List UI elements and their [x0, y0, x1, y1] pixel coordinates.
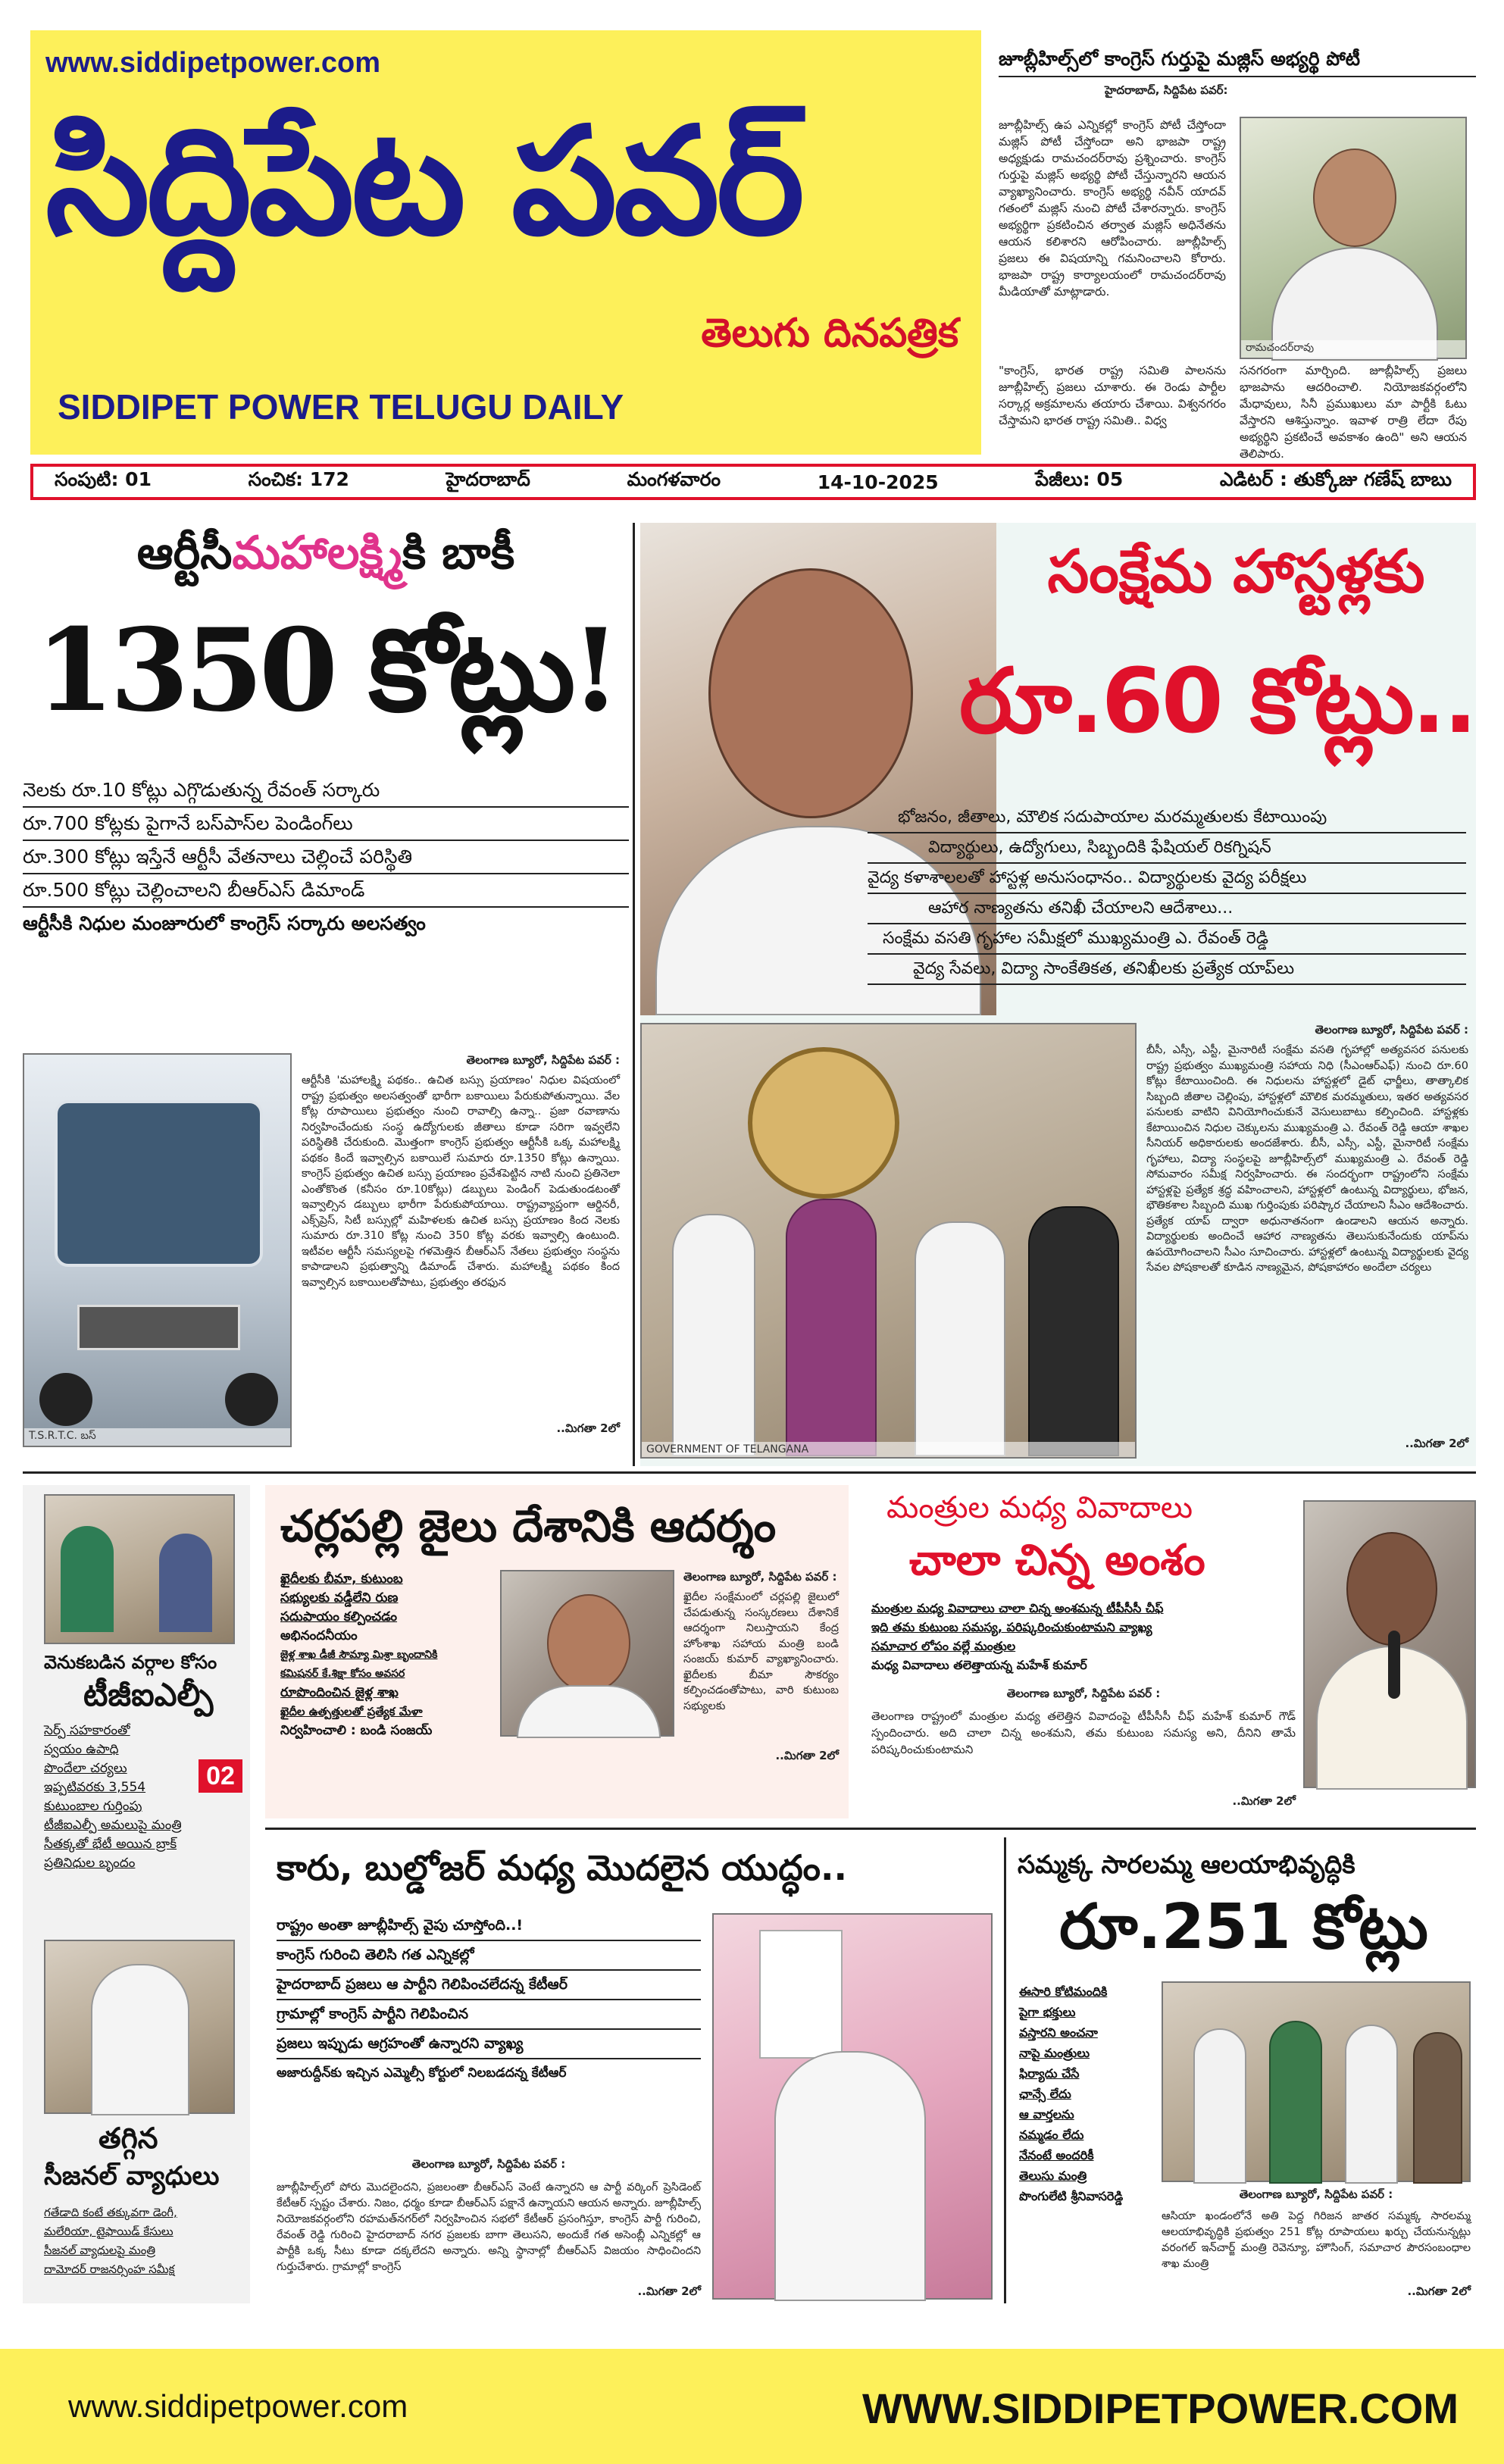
info-city: హైదరాబాద్ — [446, 468, 530, 490]
person-icon — [91, 1964, 189, 2115]
sammakka-headline: రూ.251 కోట్లు — [1059, 1891, 1428, 1963]
ministers-story — [864, 1485, 1476, 1818]
ministers-point: మధ్య వివాదాలు తలెత్తాయన్న మహేశ్ కుమార్ — [871, 1658, 1087, 1672]
sammakka-story — [1012, 1837, 1476, 2307]
top-right-headline: జూబ్లీహిల్స్‌లో కాంగ్రెస్ గుర్తుపై మజ్లిస్ అభ్యర్థి పోటీ — [999, 47, 1476, 77]
sammakka-points — [1019, 1981, 1155, 2206]
sammakka-kicker: సమ్మక్క సారలమ్మ ఆలయాభివృద్ధికి — [1018, 1850, 1355, 1879]
jail-point: కమిషనర్ కే.శిక్షా కోసం అవసర — [280, 1668, 405, 1680]
hostels-body: బీసీ, ఎస్సీ, ఎస్టీ, మైనారిటీ సంక్షేమ వసతి గృహాల్లో అత్యవసర పనులకు రాష్ట్ర ప్రభుత్వం ముఖ్యమంత్రి సహాయ నిధి (సీఎంఆర్ఎఫ్) నుంచి రూ.60 కోట్లు కేటాయించింది. ఈ నిధులను హాస్టళ్లలో డైట్ ఛార్జీలు, తాత్కాలిక సిబ్బంది జీతాల చెల్లింపు, హాస్టళ్లలో మౌలిక మరమ్మతులు, ఇతర అత్యవసర పనులకు వాటిని వినియోగించుకునే వెసులుబాటు కల్పించింది. హాస్టళ్లకు కేటాయించిన నిధుల చెక్కులను ముఖ్యమంత్రి ఎ. రేవంత్ రెడ్డి ఆయా శాఖల సీనియర్ అధికారులకు అందజేశారు. బీసీ, ఎస్సీ, ఎస్టీ, మైనారిటీ సంక్షేమ గృహాలు, విద్యా సంస్థలపై జూబ్లీహిల్స్‌లో ముఖ్యమంత్రి ఎ. రేవంత్ రెడ్డి సోమవారం సమీక్ష నిర్వహించారు. ఈ సందర్భంగా రాష్ట్రంలోని సంక్షేమ హాస్టళ్లపై ప్రత్యేక శ్రద్ధ వహించాలని, హాస్టళ్లలో ఉంటున్న విద్యార్థులు, భోజన, భౌతికశాల సిబ్బంది ముఖ గుర్తింపుకు పరిష్కార చేయాలని సీఎం ఆదేశించారు. ప్రత్యేక యాప్ ద్వారా అధునాతనంగా ఉండాలని ఆయన అన్నారు. విద్యార్థులకు అందించే ఆహార నాణ్యతను తెలుసుకునేందుకు యాప్‌ను ఉపయోగించాలని సీఎం సూచించారు. హాస్టళ్లలో ఉంటున్న విద్యార్థులకు వైద్య సేవల పోషకాలతో కూడిన నాణ్యమైన, పోషకాహారం అందేలా చర్యలు — [1146, 1044, 1468, 1274]
masthead-subtitle: తెలుగు దినపత్రిక — [701, 311, 958, 356]
ministers-point: ఇది తమ కుటుంబ సమస్య, పరిష్కరించుకుంటామని వ్యాఖ్య — [871, 1620, 1152, 1634]
top-right-text-right: సనగరంగా మార్చింది. జూబ్లీహిల్స్ ప్రజలు భాజపాను ఆదరించాలి. నియోజకవర్గంలోని మేధావులు, సినీ ప్రముఖులు మా పార్టీకి ఓటు వేస్తారని ఆశిస్తున్నాం. ఇవాళ రాత్రి లేదా రేపు అభ్యర్థిని ప్రకటించే అవకాశం ఉంది" అని ఆయన తెలిపారు. — [1240, 364, 1467, 461]
hostels-headline-1: సంక్షేమ హాస్టళ్లకు — [1047, 538, 1425, 606]
info-pages: పేజీలు: 05 — [1035, 468, 1124, 490]
sammakka-point: నాపై మంత్రులు — [1019, 2046, 1090, 2060]
war-byline: తెలంగాణ బ్యూరో, సిద్దిపేట పవర్ : — [411, 2157, 566, 2171]
left-item2-point: దామోదర్ రాజనర్సింహ సమీక్ష — [44, 2262, 175, 2276]
masthead-english-title: SIDDIPET POWER TELUGU DAILY — [58, 387, 624, 427]
rtc-bullet: రూ.300 కోట్లు ఇస్తేనే ఆర్టీసీ వేతనాలు చెల్లించే పరిస్థితి — [23, 841, 629, 874]
ministers-headline-1: మంత్రుల మధ్య వివాదాలు — [886, 1490, 1193, 1525]
left-photo-1 — [44, 1494, 235, 1644]
left-item1-point: స్వయం ఉపాధి — [44, 1742, 119, 1757]
top-right-text-left: జూబ్లీహిల్స్ ఉప ఎన్నికల్లో కాంగ్రెస్ పోటీ చేస్తోందా మజ్లిస్ పోటీ చేస్తోందా అని భాజపా రాష్ట్ర అధ్యక్షుడు రామచందర్‌రావు ప్రశ్నించారు. కాంగ్రెస్ గుర్తుపై మజ్లిస్ అభ్యర్థి పోటీ చేస్తున్నారని ఆయన వ్యాఖ్యానించారు. కాంగ్రెస్ అభ్యర్థి నవీన్ యాదవ్ గతంలో మజ్లిస్ నుంచి పోటీ చేశారన్నారు. కాంగ్రెస్ అభ్యర్థిగా ప్రకటించిన తర్వాత మజ్లిస్ అధినేతను ఆయన కలిశారని ఆరోపించారు. జూబ్లీహిల్స్ ప్రజలు ఈ విషయాన్ని గమనించాలని కోరారు. భాజపా రాష్ట్ర కార్యాలయంలో రామచందర్‌రావు మీడియాతో మాట్లాడారు. — [999, 118, 1226, 299]
war-bullet: కాంగ్రెస్ గురించి తెలిసి గత ఎన్నికల్లో — [277, 1941, 701, 1971]
hostels-story — [640, 523, 1476, 1466]
hostels-bullet: సంక్షేమ వసతి గృహాల సమీక్షలో ముఖ్యమంత్రి ఎ. రేవంత్ రెడ్డి — [868, 924, 1466, 955]
hostels-bullet: విద్యార్థులు, ఉద్యోగులు, సిబ్బందికి ఫేషియల్ రికగ్నిషన్ — [868, 833, 1466, 864]
left-item2-headline-big: సీజనల్ వ్యాధులు — [44, 2161, 220, 2191]
rtc-bullets — [23, 774, 629, 940]
top-right-byline: హైదరాబాద్, సిద్దిపేట పవర్: — [1105, 83, 1228, 97]
hostels-headline-2: రూ.60 కోట్లు.. — [959, 649, 1475, 753]
war-story — [265, 1837, 1000, 2307]
person-icon — [159, 1534, 212, 1632]
jail-point: జైళ్ల శాఖ డీజీ సౌమ్యా మిశ్రా బృందానికి — [280, 1649, 438, 1661]
jail-points — [280, 1570, 500, 1740]
rtc-bullet: రూ.500 కోట్లు చెల్లించాలని బీఆర్ఎస్ డిమాండ్ — [23, 874, 629, 908]
rtc-bullet: నెలకు రూ.10 కోట్లు ఎగ్గొడుతున్న రేవంత్ సర్కారు — [23, 774, 629, 808]
war-bullet: ప్రజలు ఇప్పుడు ఆగ్రహంతో ఉన్నారని వ్యాఖ్య — [277, 2030, 701, 2059]
shoulders-icon — [517, 1685, 661, 1738]
masthead-website[interactable]: www.siddipetpower.com — [45, 47, 380, 79]
info-editor: ఎడిటర్ : తుక్కోజు గణేష్ బాబు — [1219, 468, 1452, 490]
top-right-story — [999, 47, 1476, 461]
info-bar — [30, 464, 1476, 500]
left-item1-point: సీతక్కతో భేటీ అయిన బ్రాక్ — [44, 1837, 177, 1852]
jail-photo — [500, 1570, 674, 1737]
left-photo-2 — [44, 1940, 235, 2114]
rtc-kicker-black: ఆర్టీసీ — [136, 527, 233, 580]
jail-point: సభ్యులకు వడ్డీలేని రుణ — [280, 1590, 399, 1606]
sammakka-point: తెలుసు మంత్రి — [1019, 2169, 1087, 2183]
footer-website-left[interactable]: www.siddipetpower.com — [68, 2388, 408, 2424]
hostels-byline: తెలంగాణ బ్యూరో, సిద్దిపేట పవర్ : — [1315, 1023, 1468, 1037]
person-icon — [672, 1214, 755, 1456]
ministers-point: మంత్రుల మధ్య వివాదాలు చాలా చిన్న అంశమన్న టీపీసీసీ చీఫ్ — [871, 1601, 1164, 1615]
person-icon — [1346, 1532, 1437, 1646]
hostels-bullet: భోజనం, జీతాలు, మౌలిక సదుపాయాల మరమ్మతులకు కేటాయింపు — [868, 803, 1466, 833]
person-icon — [1345, 2025, 1398, 2184]
sammakka-point: నమ్మడం లేదు — [1019, 2128, 1084, 2142]
ministers-points — [871, 1599, 1296, 1674]
sammakka-point: పైగా భక్తులు — [1019, 2005, 1076, 2019]
hostels-bullet: వైద్య కళాశాలలతో హాస్టళ్ల అనుసంధానం.. విద్యార్థులకు వైద్య పరీక్షలు — [868, 864, 1466, 894]
rtc-byline: తెలంగాణ బ్యూరో, సిద్దిపేట పవర్ : — [466, 1053, 620, 1067]
jail-byline: తెలంగాణ బ్యూరో, సిద్దిపేట పవర్ : — [683, 1570, 837, 1584]
info-date: 14-10-2025 — [817, 471, 939, 493]
person-icon — [1193, 2028, 1246, 2184]
ministers-point: సమాచార లోపం వల్లే మంత్రుల — [871, 1639, 1016, 1653]
left-item1-point: కుటుంబాల గుర్తింపు — [44, 1799, 142, 1814]
jail-point: సదుపాయం కల్పించడం — [280, 1609, 398, 1624]
jail-point: ఖైదీలకు బీమా, కుటుంబ — [280, 1571, 403, 1587]
left-item2-point: సీజనల్ వ్యాధులపై మంత్రి — [44, 2244, 156, 2257]
hostels-photo-caption: GOVERNMENT OF TELANGANA — [642, 1442, 1135, 1457]
sammakka-point: పొంగులేటి శ్రీనివాసరెడ్డి — [1019, 2189, 1124, 2203]
rtc-story — [23, 523, 629, 1462]
masthead — [30, 30, 981, 455]
war-bullets — [277, 1912, 701, 2087]
sammakka-photo — [1162, 1981, 1471, 2182]
war-headline: కారు, బుల్డోజర్ మధ్య మొదలైన యుద్ధం.. — [277, 1847, 847, 1888]
top-right-photo — [1240, 117, 1467, 359]
rtc-bullet: రూ.700 కోట్లకు పైగానే బస్‌పాస్‌ల పెండింగ్‌లు — [23, 808, 629, 841]
person-icon — [547, 1594, 630, 1693]
ministers-headline-2: చాలా చిన్న అంశం — [909, 1536, 1205, 1585]
war-body: జూబ్లీహిల్స్‌లో పోరు మొదలైందని, ప్రజలంతా బీఆర్ఎస్ వెంటే ఉన్నారని ఆ పార్టీ వర్కింగ్ ప్రెసిడెంట్ కేటీఆర్ స్పష్టం చేశారు. నిజం, ధర్మం కూడా బీఆర్ఎస్ పక్షానే ఉన్నాయని ఆయన అన్నారు. జూబ్లీహిల్స్ నియోజకవర్గంలోని రహమత్‌నగర్‌లో నిర్వహించిన సభలో కేటీఆర్ ప్రసంగిస్తూ, కాంగ్రెస్ పార్టీ గురించి, రేవంత్ రెడ్డి గురించి హైదరాబాద్ నగర ప్రజలకు బాగా తెలుసని, అందుకే గత అసెంబ్లీ ఎన్నికల్లో ఆ పార్టీకి ఒక్క సీటు కూడా దక్కలేదని అన్నారు. అన్ని స్థానాల్లో బీఆర్ఎస్ విజయం సాధించిందని గుర్తుచేశారు. గ్రామాల్లో కాంగ్రెస్ — [277, 2181, 701, 2273]
left-item1-headline-small: వెనుకబడిన వర్గాల కోసం — [44, 1652, 217, 1673]
rtc-text-block — [302, 1053, 620, 1447]
column-divider — [633, 523, 635, 1466]
masthead-title: సిద్దిపేట పవర్ — [45, 95, 802, 268]
telangana-emblem-icon — [748, 1047, 899, 1199]
left-item1-points — [44, 1721, 237, 1873]
sammakka-body: ఆసియా ఖండంలోనే అతి పెద్ద గిరిజన జాతర సమ్మక్క సారలమ్మ ఆలయాభివృద్ధికి ప్రభుత్వం 251 కోట్ల రూపాయలు ఖర్చు చేయనున్నట్లు వరంగల్ ఇన్‌చార్జ్ మంత్రి రెవెన్యూ, హౌసింగ్, సమాచార పౌరసంబంధాల శాఖ మంత్రి — [1162, 2210, 1471, 2270]
poster-icon — [759, 1930, 843, 2059]
left-column — [23, 1485, 250, 2303]
left-item1-headline-big: టీజీఐఎల్పీ — [83, 1676, 214, 1713]
sammakka-point: ఆ వార్తలను — [1019, 2107, 1074, 2122]
info-volume: సంపుటి: 01 — [55, 468, 152, 490]
jail-point: ఖైదీల ఉత్పత్తులతో ప్రత్యేక మేళా — [280, 1705, 423, 1718]
rtc-kicker-black-2: కి బాకీ — [402, 527, 515, 580]
sammakka-point: ఛాన్సే లేదు — [1019, 2087, 1071, 2101]
jail-headline: చర్లపల్లి జైలు దేశానికి ఆదర్శం — [280, 1500, 777, 1552]
rtc-body: ఆర్టీసీకి 'మహాలక్ష్మి పథకం.. ఉచిత బస్సు ప్రయాణం' నిధుల విషయంలో రాష్ట్ర ప్రభుత్వం అలసత్వంతో భారీగా బకాయిలు పేరుకుపోతున్నాయి. వేల కోట్ల రూపాయిలు ప్రభుత్వం నుంచి రావాల్సి ఉన్నా.. ప్రజా రవాణాను నిర్వహించేందుకు సంస్థ ఉద్యోగులకు జీతాలు కూడా సరిగా ఇవ్వలేని పరిస్థితికి చేరుకుంది. మొత్తంగా కాంగ్రెస్ ప్రభుత్వం ఆర్టీసీకి ఒక్క మహాలక్ష్మి పథకం కిందే ఇవ్వాల్సిన బకాయిలే సుమారు రూ.1350 కోట్లు ఉన్నాయి. కాంగ్రెస్ ప్రభుత్వం ఉచిత బస్సు ప్రయాణం ప్రవేశపెట్టిన నాటి నుంచి ప్రతినెలా ఎంతోకొంత (కనీసం రూ.10కోట్లు) డబ్బులు పెండింగ్ పెడుతుండటంతో ఇవ్వాల్సిన డబ్బులు భారీగా పేరుకుపోయాయి. రాష్ట్రవ్యాప్తంగా ఆర్డినరీ, ఎక్స్‌ప్రెస్, సిటీ బస్సుల్లో మహిళలకు ఉచిత బస్సు ప్రయాణం కింద నెలకు సుమారు రూ.310 కోట్ల నుంచి 350 కోట్ల వరకు ఇవ్వాల్సి ఉంటుంది. ఇటీవల ఆర్టీసీ సమస్యలపై గళమెత్తిన బీఆర్ఎస్ నేతలు ప్రభుత్వం సంస్థను కాపాడాలని ప్రభుత్వాన్ని డిమాండ్ చేశారు. మహాలక్ష్మి పథకం కింద ఇవ్వాల్సిన బకాయిలతోపాటు, ప్రభుత్వం తరఫున — [302, 1074, 620, 1289]
bus-wheel-icon — [39, 1373, 92, 1426]
ministers-photo — [1303, 1500, 1476, 1788]
rtc-bullet: ఆర్టీసీకి నిధుల మంజూరులో కాంగ్రెస్ సర్కారు అలసత్వం — [23, 912, 426, 934]
hostels-bullets — [868, 803, 1466, 985]
top-right-text-quote: "కాంగ్రెస్, భారత రాష్ట్ర సమితి పాలనను జూబ్లీహిల్స్ ప్రజలు చూశారు. ఈ రెండు పార్టీల సర్కార్ల అక్రమాలను తయారు చేశాయి. విశ్వనగరం చేస్తామని భారత రాష్ట్ర సమితి.. విధ్వ — [999, 364, 1226, 427]
column-divider — [1004, 1837, 1006, 2303]
hostels-more[interactable]: ..మిగతా 2లో — [1405, 1437, 1468, 1450]
info-day: మంగళవారం — [627, 468, 721, 490]
jail-body: ఖైదీల సంక్షేమంలో చర్లపల్లి జైలులో చేపడుతున్న సంస్కరణలు దేశానికే ఆదర్శంగా నిలుస్తాయని కేంద్ర హోంశాఖ సహాయ మంత్రి బండి సంజయ్ కుమార్ వ్యాఖ్యానించారు. ఖైదీలకు బీమా సౌకర్యం కల్పించడంతోపాటు, వారి కుటుంబ సభ్యులకు — [683, 1591, 839, 1712]
person-icon — [1413, 2032, 1462, 2184]
jail-text-block — [683, 1570, 839, 1812]
war-bullet: హైదరాబాద్ ప్రజలు ఆ పార్టీని గెలిపించలేదన్న కేటీఆర్ — [277, 1971, 701, 2000]
sammakka-point: ఈసారి కోటిమందికి — [1019, 1984, 1108, 1999]
footer — [0, 2349, 1504, 2464]
jail-more[interactable]: ..మిగతా 2లో — [775, 1749, 839, 1762]
sammakka-point: వస్తారని అంచనా — [1019, 2025, 1098, 2040]
person-icon — [1269, 2021, 1322, 2184]
person-icon — [61, 1526, 114, 1632]
hostels-text-block — [1146, 1023, 1468, 1459]
ministers-body: తెలంగాణ రాష్ట్రంలో మంత్రుల మధ్య తలెత్తిన వివాదంపై టీపీసీసీ చీఫ్ మహేశ్ కుమార్ గౌడ్ స్పందించారు. అది చాలా చిన్న అంశమని, తమ కుటుంబ సమస్య అని, దీనిని తామే పరిష్కరించుకుంటామని — [871, 1709, 1296, 1756]
sammakka-byline: తెలంగాణ బ్యూరో, సిద్దిపేట పవర్ : — [1239, 2187, 1393, 2201]
section-divider — [265, 1828, 1476, 1830]
page-badge[interactable]: 02 — [199, 1759, 242, 1793]
rtc-photo-caption: T.S.R.T.C. బస్ — [24, 1428, 290, 1446]
left-item1-point: టీజీఐఎల్పీ అమలుపై మంత్రి — [44, 1818, 182, 1833]
rtc-photo — [23, 1053, 292, 1447]
war-more[interactable]: ..మిగతా 2లో — [637, 2284, 701, 2298]
info-issue: సంచిక: 172 — [248, 468, 349, 490]
person-icon — [1028, 1206, 1119, 1456]
rtc-headline: 1350 కోట్లు! — [35, 604, 617, 737]
jail-point: రూపొందించిన జైళ్ల శాఖ — [280, 1685, 399, 1700]
hostels-bullet: వైద్య సేవలు, విద్యా సాంకేతికత, తనిఖీలకు ప్రత్యేక యాప్‌లు — [868, 955, 1466, 985]
rtc-more[interactable]: ..మిగతా 2లో — [556, 1421, 620, 1435]
jail-point: అభినందనీయం — [280, 1628, 358, 1643]
person-icon — [708, 568, 913, 818]
left-item2-point: గతేడాది కంటే తక్కువగా డెంగీ, — [44, 2206, 177, 2219]
bus-windshield-icon — [55, 1100, 263, 1267]
person-icon — [915, 1221, 1005, 1456]
sammakka-point: ఫిర్యాదు చేసే — [1019, 2066, 1080, 2081]
war-bullet: గ్రామాల్లో కాంగ్రెస్ పార్టీని గెలిపించిన — [277, 2000, 701, 2030]
bus-grille-icon — [77, 1305, 240, 1350]
hostels-bullet: ఆహార నాణ్యతను తనిఖీ చేయాలని ఆదేశాలు... — [868, 894, 1466, 924]
ministers-more[interactable]: ..మిగతా 2లో — [1232, 1794, 1296, 1808]
left-item2-points — [44, 2203, 242, 2279]
microphone-icon — [1388, 1631, 1400, 1699]
rtc-kicker — [23, 523, 629, 583]
left-item2-headline-small: తగ్గిన — [98, 2122, 158, 2155]
war-bullet: అజారుద్దీన్‌కు ఇచ్చిన ఎమ్మెల్సీ కోర్టులో నిలబడదన్న కేటీఆర్ — [277, 2065, 567, 2081]
person-icon — [786, 1199, 877, 1456]
war-photo — [712, 1913, 993, 2300]
top-right-photo-caption: రామచందర్‌రావు — [1241, 340, 1465, 358]
left-item1-point: పొందేలా చర్యలు — [44, 1761, 127, 1776]
ministers-byline: తెలంగాణ బ్యూరో, సిద్దిపేట పవర్ : — [1006, 1687, 1161, 1700]
jail-story — [265, 1485, 849, 1818]
person-icon — [774, 2051, 926, 2301]
rtc-kicker-pink: మహాలక్ష్మి — [232, 527, 402, 580]
left-item2-point: మలేరియా, టైఫాయిడ్ కేసులు — [44, 2225, 174, 2238]
left-item1-point: సెర్ప్ సహకారంతో — [44, 1723, 130, 1738]
left-item1-point: ఇప్పటివరకు 3,554 — [44, 1780, 146, 1795]
bus-wheel-icon — [225, 1373, 278, 1426]
person-icon — [1313, 149, 1396, 247]
jail-point: నిర్వహించాలి : బండి సంజయ్ — [280, 1723, 433, 1738]
sammakka-more[interactable]: ..మిగతా 2లో — [1407, 2284, 1471, 2298]
footer-website-right[interactable]: WWW.SIDDIPETPOWER.COM — [861, 2384, 1459, 2432]
war-bullet: రాష్ట్రం అంతా జూబ్లీహిల్స్ వైపు చూస్తోంది..! — [277, 1912, 701, 1941]
sammakka-point: నేనంటే అందరికీ — [1019, 2148, 1094, 2162]
left-item1-point: ప్రతినిధుల బృందం — [44, 1856, 136, 1871]
section-divider — [23, 1471, 1476, 1474]
hostels-photo — [640, 1023, 1137, 1459]
